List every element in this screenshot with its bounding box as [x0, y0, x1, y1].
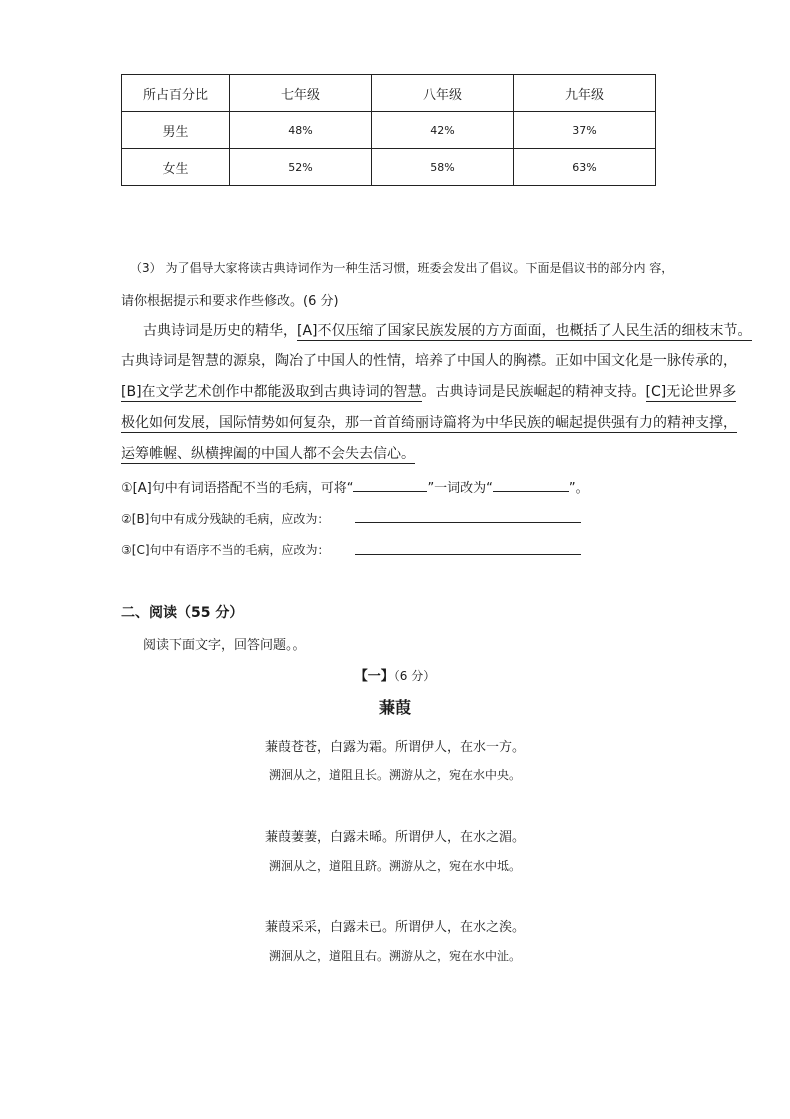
passage-line-1	[143, 320, 752, 340]
sub-question-1-text: ①[A]句中有词语搭配不当的毛病，可将“	[121, 481, 354, 496]
stanza-3-sub: 溯洄从之，道阻且右。溯游从之，宛在水中沚。	[268, 949, 521, 963]
table-header-cell: 八年级	[372, 75, 514, 112]
percentage-table	[121, 74, 656, 186]
part-heading	[0, 665, 790, 684]
passage-line-2: 古典诗词是智慧的源泉，陶冶了中国人的性情，培养了中国人的胸襟。正如中国文化是一脉传承的，	[121, 353, 737, 369]
answer-line-c[interactable]	[355, 554, 581, 555]
table-cell: 52%	[230, 149, 372, 186]
stanza-1-main: 蒹葭苍苍，白露为霜。所谓伊人，在水一方。	[264, 740, 525, 755]
passage-line-5	[121, 443, 415, 463]
table-row	[122, 112, 656, 149]
table-cell: 48%	[230, 112, 372, 149]
section-heading: 二、阅读（55 分）	[121, 605, 244, 621]
answer-blank-1[interactable]	[353, 479, 427, 492]
table-header-row	[122, 75, 656, 112]
table-header-cell: 七年级	[230, 75, 372, 112]
poem-title: 蒹葭	[378, 698, 411, 717]
sub-question-1	[121, 477, 589, 496]
part-score: （6 分）	[393, 669, 436, 683]
row-label: 女生	[122, 149, 230, 186]
answer-blank-2[interactable]	[493, 479, 569, 492]
table-cell: 58%	[372, 149, 514, 186]
sub-question-3: ③[C]句中有语序不当的毛病，应改为：	[121, 543, 330, 557]
answer-line-b[interactable]	[355, 522, 581, 523]
sub-question-2: ②[B]句中有成分残缺的毛病，应改为：	[121, 512, 330, 526]
stanza-2-main: 蒹葭萋萋，白露未晞。所谓伊人，在水之湄。	[264, 830, 525, 845]
stanza-1-sub: 溯洄从之，道阻且长。溯游从之，宛在水中央。	[268, 768, 521, 782]
sub-question-1-text-mid: ”一词改为“	[427, 481, 493, 496]
table-cell: 37%	[514, 112, 656, 149]
underlined-sentence-c-start: [C]无论世界多	[645, 384, 737, 400]
passage-text: 古典诗词是历史的精华，	[143, 323, 297, 339]
table-cell: 42%	[372, 112, 514, 149]
sub-question-1-text-end: ”。	[568, 481, 589, 496]
underlined-sentence-a: [A]不仅压缩了国家民族发展的方方面面，也概括了人民生活的细枝末节。	[297, 323, 752, 339]
q3-prompt-line2: 请你根据提示和要求作些修改。(6 分)	[121, 294, 339, 309]
section-instruction: 阅读下面文字，回答问题。。	[143, 638, 306, 653]
table-cell: 63%	[514, 149, 656, 186]
stanza-3-main: 蒹葭采采，白露未已。所谓伊人，在水之涘。	[264, 920, 525, 935]
underlined-sentence-c-mid: 极化如何发展，国际情势如何复杂，那一首首绮丽诗篇将为中华民族的崛起提供强有力的精神支撑，	[121, 415, 737, 431]
row-label: 男生	[122, 112, 230, 149]
underlined-sentence-b: [B]在文学艺术创作中都能汲取到古典诗词的智慧	[121, 384, 422, 400]
passage-text: 。古典诗词是民族崛起的精神支持。	[421, 384, 646, 400]
table-row	[122, 149, 656, 186]
part-label: 【一】	[354, 669, 394, 684]
underlined-sentence-c-end: 运筹帷幄、纵横捭阖的中国人都不会失去信心。	[121, 446, 415, 462]
stanza-2-sub: 溯洄从之，道阻且跻。溯游从之，宛在水中坻。	[268, 859, 521, 873]
q3-prompt-line1: （3） 为了倡导大家将读古典诗词作为一种生活习惯，班委会发出了倡议。下面是倡议书的部分内 容，	[130, 261, 674, 275]
table-header-cell: 所占百分比	[122, 75, 230, 112]
passage-line-3	[121, 381, 736, 401]
table-header-cell: 九年级	[514, 75, 656, 112]
passage-line-4	[121, 412, 737, 432]
